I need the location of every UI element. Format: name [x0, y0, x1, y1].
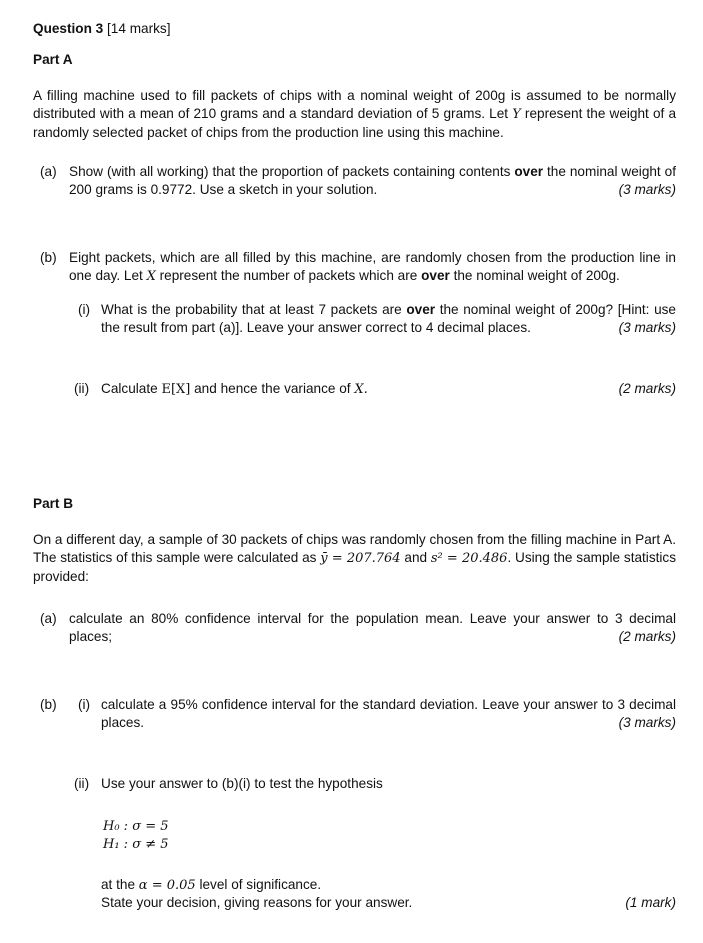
- part-b-question-a: (a) calculate an 80% confidence interval for the population mean. Leave your answer to 3 decimal places; (2 marks): [40, 611, 676, 644]
- variable-x: X.: [354, 382, 368, 397]
- question-total-marks: [14 marks]: [107, 21, 171, 36]
- expectation-expr: E[X]: [161, 382, 191, 397]
- part-a-heading: Part A: [33, 52, 73, 67]
- marks-label: (3 marks): [618, 182, 676, 197]
- part-a-intro: A filling machine used to fill packets of chips with a nominal weight of 200g is assumed to be normally distributed with a mean of 210 grams and a standard deviation of 5 grams. Let Y represent the weight of a randomly selected packet of chips from the production line using this machine.: [33, 88, 676, 140]
- marks-label: (2 marks): [618, 629, 676, 644]
- decision-instruction: State your decision, giving reasons for your answer. (1 mark): [101, 895, 676, 910]
- subquestion-label: (ii): [74, 776, 90, 791]
- variable-x: X: [146, 269, 156, 284]
- question-header: [33, 20, 676, 38]
- question-label: (ii): [74, 381, 90, 396]
- variable-y: Y: [512, 107, 521, 122]
- question-title: Question 3: [33, 21, 104, 36]
- part-a-question-b-ii: (ii) Calculate E[X] and hence the variance of X. (2 marks): [74, 381, 676, 397]
- part-a-question-b: (b) Eight packets, which are all filled by this machine, are randomly chosen from the production line in one day. Let X represent the number of packets which are over the nominal weight of 200g.: [40, 250, 676, 284]
- part-a-question-b-i: (i) What is the probability that at least 7 packets are over the nominal weight of 200g? [Hint: use the result from part (a)]. Leave your answer correct to 4 decimal places. (3 marks): [78, 302, 676, 335]
- subquestion-label: (i): [78, 697, 91, 712]
- question-label: (b): [40, 697, 57, 712]
- alpha-expression: α = 0.05: [138, 878, 196, 893]
- question-label: (i): [78, 302, 91, 317]
- significance-level: at the α = 0.05 level of significance.: [101, 877, 322, 893]
- part-b-question-b-ii: (ii) Use your answer to (b)(i) to test the hypothesis: [74, 776, 383, 791]
- question-label: (a): [40, 164, 57, 179]
- alternative-hypothesis: H₁ : σ ≠ 5: [103, 837, 169, 852]
- part-a-question-a: (a) Show (with all working) that the proportion of packets containing contents over the nominal weight of 200 grams is 0.9772. Use a sketch in your solution. (3 marks): [40, 164, 676, 197]
- question-label: (b): [40, 250, 57, 265]
- marks-label: (2 marks): [618, 381, 676, 396]
- null-hypothesis: H₀ : σ = 5: [103, 819, 169, 834]
- question-label: (a): [40, 611, 57, 626]
- marks-label: (3 marks): [618, 320, 676, 335]
- part-b-intro: On a different day, a sample of 30 packets of chips was randomly chosen from the filling machine in Part A. The statistics of this sample were calculated as ȳ = 207.764 and s² = 20.486. Using the sample statistics provided:: [33, 532, 677, 584]
- part-b-heading: Part B: [33, 496, 74, 511]
- marks-label: (3 marks): [618, 715, 676, 730]
- ybar-expression: ȳ = 207.764: [320, 551, 401, 566]
- marks-label: (1 mark): [625, 895, 676, 910]
- s-squared-expression: s² = 20.486: [430, 551, 508, 566]
- part-b-question-b-i: (b) (i) calculate a 95% confidence interval for the standard deviation. Leave your answer to 3 decimal places. (3 marks): [40, 697, 676, 730]
